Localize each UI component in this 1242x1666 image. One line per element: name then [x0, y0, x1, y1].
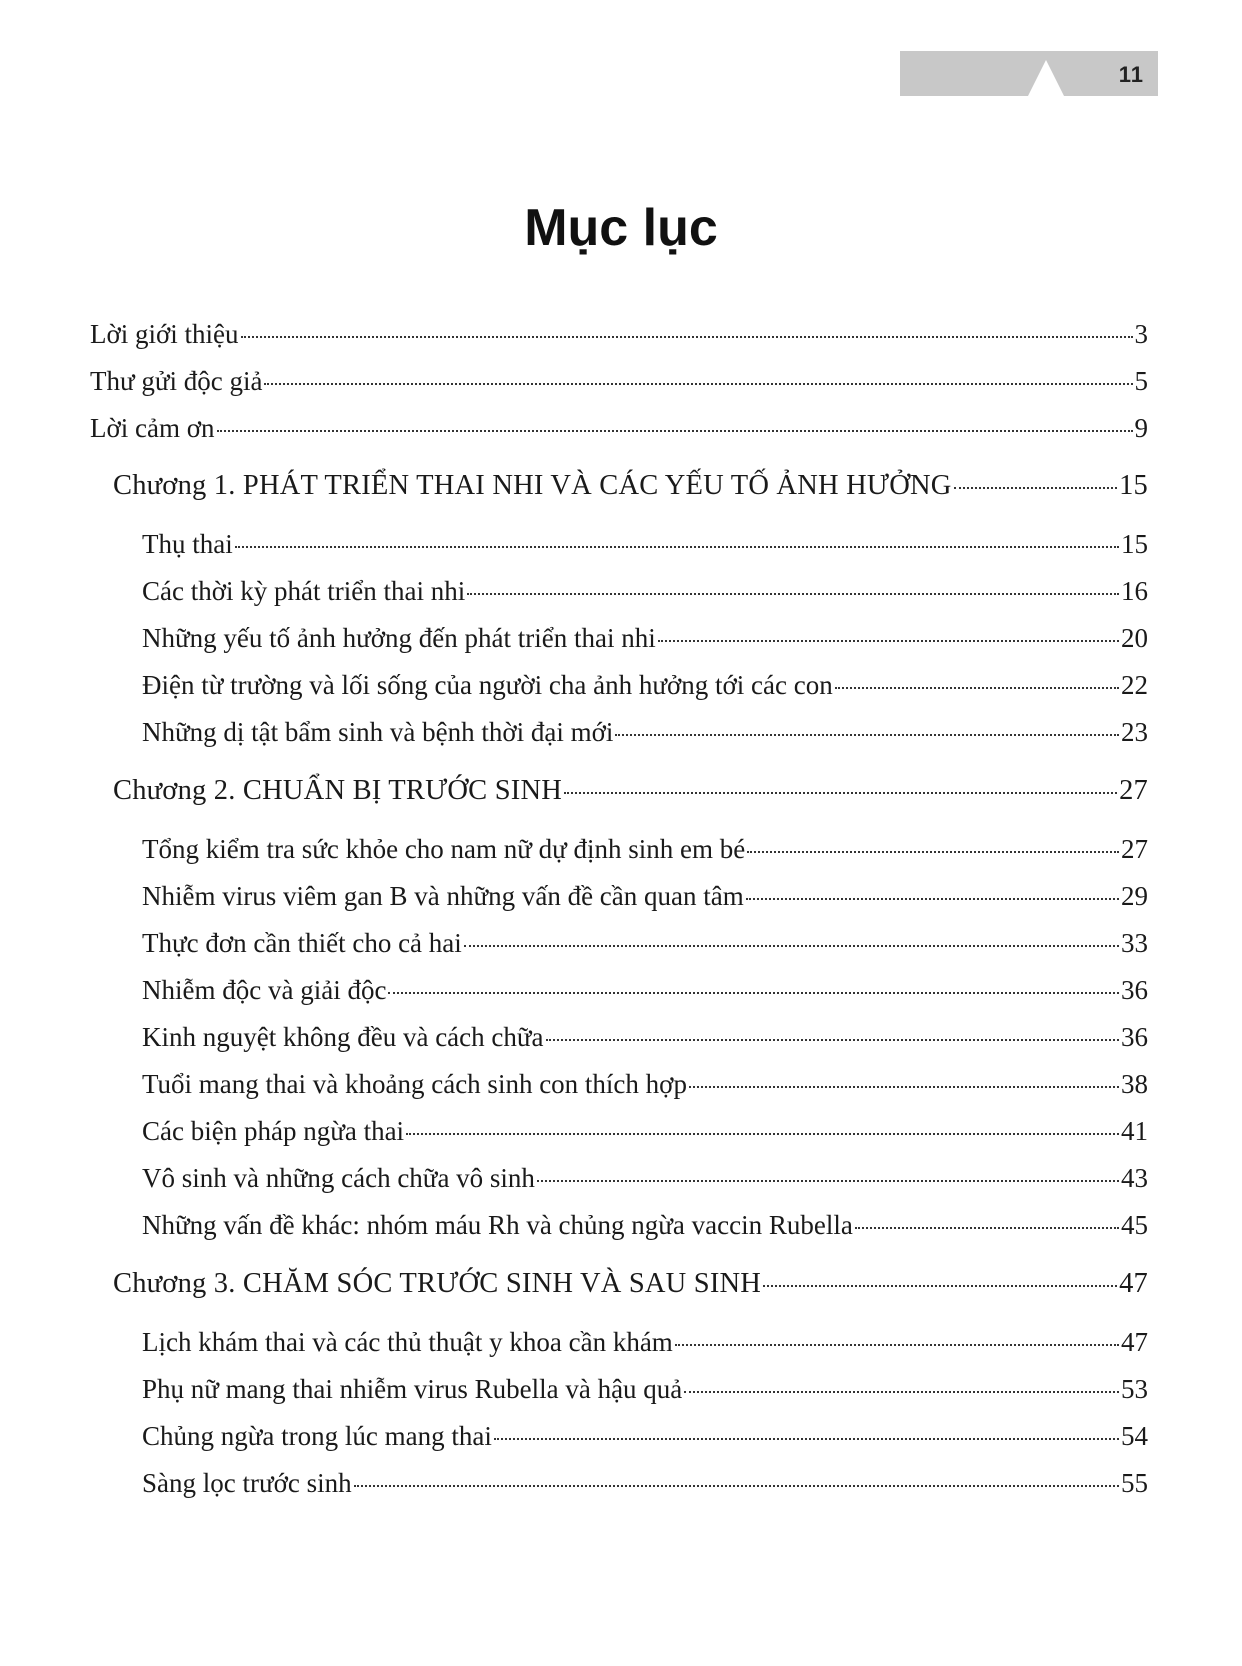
toc-entry-page: 53 — [1121, 1374, 1148, 1404]
dot-leader — [763, 1285, 1117, 1287]
toc-entry-label: Nhiễm độc và giải độc — [142, 975, 387, 1005]
toc-entry[interactable] — [142, 878, 1148, 914]
toc-entry-page: 36 — [1121, 1022, 1148, 1052]
dot-leader — [747, 851, 1119, 853]
toc-entry[interactable] — [142, 714, 1148, 750]
toc-entry[interactable] — [142, 620, 1148, 656]
toc-entry-page: 23 — [1121, 717, 1148, 747]
tab-notch-shape — [1028, 60, 1064, 96]
toc-entry-page: 9 — [1134, 413, 1148, 443]
toc-entry-label: Kinh nguyệt không đều và cách chữa — [142, 1022, 544, 1052]
dot-leader — [615, 734, 1119, 736]
toc-entry-label: Thư gửi độc giả — [90, 366, 263, 396]
dot-leader — [467, 593, 1119, 595]
toc-entry-label: Sàng lọc trước sinh — [142, 1468, 352, 1498]
dot-leader — [494, 1438, 1119, 1440]
dot-leader — [954, 487, 1118, 489]
toc-entry[interactable] — [142, 831, 1148, 867]
toc-entry[interactable] — [142, 1371, 1148, 1407]
toc-entry[interactable] — [142, 1019, 1148, 1055]
toc-entry-label: Lịch khám thai và các thủ thuật y khoa cần khám — [142, 1327, 673, 1357]
toc-entry[interactable] — [142, 1324, 1148, 1360]
toc-entry-label: Những dị tật bẩm sinh và bệnh thời đại mới — [142, 717, 614, 747]
toc-entry[interactable] — [142, 573, 1148, 609]
toc-entry-label: Nhiễm virus viêm gan B và những vấn đề cần quan tâm — [142, 881, 744, 911]
dot-leader — [746, 898, 1119, 900]
toc-entry-page: 55 — [1121, 1468, 1148, 1498]
toc-entry[interactable] — [142, 526, 1148, 562]
toc-chapter-page: 15 — [1119, 470, 1148, 501]
toc-entry[interactable] — [142, 667, 1148, 703]
toc-entry-page: 22 — [1121, 670, 1148, 700]
toc-entry-label: Tuổi mang thai và khoảng cách sinh con thích hợp — [142, 1069, 687, 1099]
toc-entry-page: 41 — [1121, 1116, 1148, 1146]
toc-entry-page: 54 — [1121, 1421, 1148, 1451]
dot-leader — [537, 1180, 1119, 1182]
toc-entry-page: 45 — [1121, 1210, 1148, 1240]
toc-entry-page: 38 — [1121, 1069, 1148, 1099]
dot-leader — [658, 640, 1119, 642]
dot-leader — [264, 383, 1132, 385]
dot-leader — [388, 992, 1119, 994]
toc-chapter-label: Chương 2. CHUẨN BỊ TRƯỚC SINH — [113, 775, 563, 806]
toc-entry-page: 36 — [1121, 975, 1148, 1005]
toc-chapter-page: 27 — [1119, 775, 1148, 806]
toc-entry-front-3[interactable] — [90, 410, 1148, 446]
toc-entry-label: Các biện pháp ngừa thai — [142, 1116, 405, 1146]
toc-entry[interactable] — [142, 1066, 1148, 1102]
toc-entry-label: Thụ thai — [142, 529, 233, 559]
dot-leader — [684, 1391, 1119, 1393]
toc-entry[interactable] — [142, 1465, 1148, 1501]
toc-entry-label: Những vấn đề khác: nhóm máu Rh và chủng ngừa vaccin Rubella — [142, 1210, 853, 1240]
toc-chapter-label: Chương 3. CHĂM SÓC TRƯỚC SINH VÀ SAU SINH — [113, 1268, 762, 1299]
toc-chapter-2[interactable] — [113, 773, 1148, 809]
dot-leader — [675, 1344, 1119, 1346]
toc-entry-label: Chủng ngừa trong lúc mang thai — [142, 1421, 492, 1451]
dot-leader — [406, 1133, 1119, 1135]
toc-entry-label: Tổng kiểm tra sức khỏe cho nam nữ dự định sinh em bé — [142, 834, 746, 864]
dot-leader — [835, 687, 1119, 689]
toc-entry-page: 16 — [1121, 576, 1148, 606]
toc-entry[interactable] — [142, 925, 1148, 961]
page-header-tab — [900, 51, 1158, 96]
toc-entry-page: 43 — [1121, 1163, 1148, 1193]
toc-entry-page: 5 — [1134, 366, 1148, 396]
toc-title: Mục lục — [524, 199, 718, 257]
dot-leader — [241, 336, 1133, 338]
toc-entry[interactable] — [142, 1113, 1148, 1149]
toc-entry[interactable] — [142, 972, 1148, 1008]
toc-entry-page: 27 — [1121, 834, 1148, 864]
toc-chapter-page: 47 — [1119, 1268, 1148, 1299]
toc-chapter-1[interactable] — [113, 468, 1148, 504]
toc-entry-front-1[interactable] — [90, 316, 1148, 352]
dot-leader — [235, 546, 1119, 548]
toc-entry-label: Điện từ trường và lối sống của người cha ảnh hưởng tới các con — [142, 670, 833, 700]
dot-leader — [546, 1039, 1119, 1041]
toc-entry-page: 20 — [1121, 623, 1148, 653]
toc-entry[interactable] — [142, 1418, 1148, 1454]
toc-entry-label: Vô sinh và những cách chữa vô sinh — [142, 1163, 535, 1193]
page-number: 11 — [1118, 62, 1144, 87]
toc-entry-label: Lời cảm ơn — [90, 413, 215, 443]
dot-leader — [564, 792, 1117, 794]
toc-chapter-label: Chương 1. PHÁT TRIỂN THAI NHI VÀ CÁC YẾU TỐ ẢNH HƯỞNG — [113, 470, 952, 501]
toc-entry-label: Thực đơn cần thiết cho cả hai — [142, 928, 462, 958]
toc-entry-label: Các thời kỳ phát triển thai nhi — [142, 576, 466, 606]
dot-leader — [464, 945, 1119, 947]
dot-leader — [855, 1227, 1119, 1229]
toc-entry-page: 15 — [1121, 529, 1148, 559]
toc-entry-label: Lời giới thiệu — [90, 319, 239, 349]
toc-entry-front-2[interactable] — [90, 363, 1148, 399]
toc-entry-page: 3 — [1134, 319, 1148, 349]
dot-leader — [689, 1086, 1119, 1088]
toc-entry[interactable] — [142, 1207, 1148, 1243]
dot-leader — [217, 430, 1133, 432]
toc-chapter-3[interactable] — [113, 1266, 1148, 1302]
toc-entry-label: Những yếu tố ảnh hưởng đến phát triển thai nhi — [142, 623, 656, 653]
toc-entry[interactable] — [142, 1160, 1148, 1196]
toc-entry-label: Phụ nữ mang thai nhiễm virus Rubella và hậu quả — [142, 1374, 683, 1404]
toc-entry-page: 29 — [1121, 881, 1148, 911]
toc-entry-page: 47 — [1121, 1327, 1148, 1357]
toc-entry-page: 33 — [1121, 928, 1148, 958]
dot-leader — [354, 1485, 1119, 1487]
